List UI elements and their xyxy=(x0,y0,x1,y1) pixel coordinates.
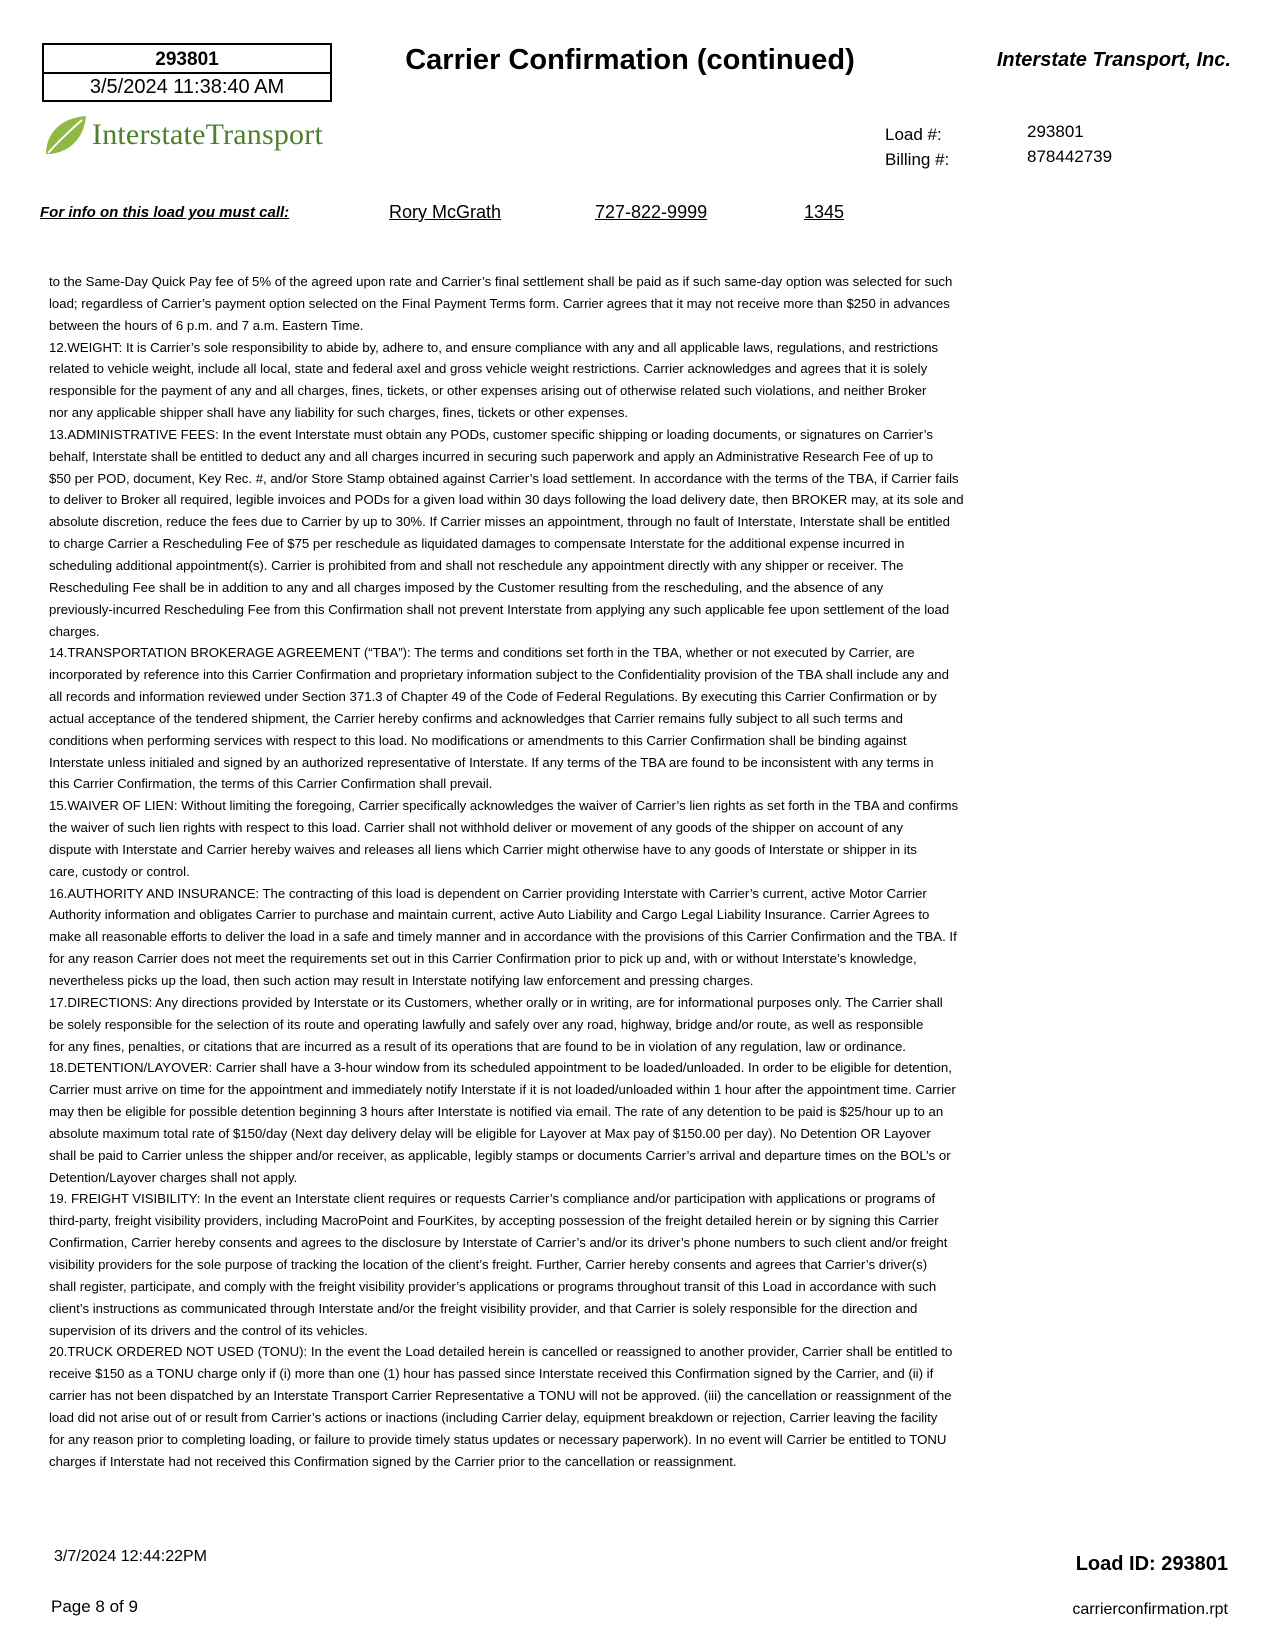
text-line: Authority information and obligates Carrier to purchase and maintain current, active Auto Liability and Cargo Legal Liability Insurance. Carrier Agrees to xyxy=(49,907,930,923)
load-info-values xyxy=(1027,119,1112,169)
text-line: conditions when performing services with respect to this load. No modifications or amendments to this Carrier Confirmation shall be binding against xyxy=(49,732,907,748)
page-title: Carrier Confirmation (continued) xyxy=(405,44,855,76)
text-line: responsible for the payment of any and all charges, fines, tickets, or other expenses arising out of otherwise related such violations, and neither Broker xyxy=(49,383,927,399)
company-logo xyxy=(42,112,372,160)
text-line: shall register, participate, and comply with the freight visibility provider’s applications or programs throughout transit of this Load in accordance with such xyxy=(49,1278,937,1294)
text-line: 18.DETENTION/LAYOVER: Carrier shall have a 3-hour window from its scheduled appointment to be loaded/unloaded. In order to be eligible for detention, xyxy=(49,1060,952,1076)
text-line: for any reason Carrier does not meet the requirements set out in this Carrier Confirmation prior to pick up and, with or without Interstate’s knowledge, xyxy=(49,951,917,967)
report-name: carrierconfirmation.rpt xyxy=(1072,1601,1228,1618)
text-line: for any fines, penalties, or citations that are incurred as a result of its operations that are found to be in violation of any regulation, law or ordinance. xyxy=(49,1038,906,1054)
text-line: care, custody or control. xyxy=(49,863,190,879)
text-line: charges. xyxy=(49,623,100,639)
text-line: related to vehicle weight, include all local, state and federal axel and gross vehicle weight restrictions. Carrier acknowledges and agrees that it is solely xyxy=(49,361,928,377)
terms-paragraph xyxy=(49,883,1099,992)
text-line: charges if Interstate had not received this Confirmation signed by the Carrier prior to the cancellation or reassignment. xyxy=(49,1453,737,1469)
contact-phone[interactable]: 727-822-9999 xyxy=(595,202,708,222)
text-line: 12.WEIGHT: It is Carrier’s sole responsibility to abide by, adhere to, and ensure compliance with any and all applicable laws, regulations, and restrictions xyxy=(49,339,939,355)
terms-body xyxy=(49,271,1099,1472)
text-line: receive $150 as a TONU charge only if (i) more than one (1) hour has passed since Interstate received this Confirmation signed by the Carrier, and (ii) if xyxy=(49,1366,934,1382)
load-id-box xyxy=(42,43,332,102)
text-line: incorporated by reference into this Carrier Confirmation and proprietary information subject to the Confidentiality provision of the TBA shall include any and xyxy=(49,667,949,683)
text-line: for any reason prior to completing loading, or failure to provide timely status updates or necessary paperwork). In no event will Carrier be entitled to TONU xyxy=(49,1431,947,1447)
company-name: Interstate Transport, Inc. xyxy=(996,49,1231,71)
text-line: between the hours of 6 p.m. and 7 a.m. Eastern Time. xyxy=(49,317,364,333)
text-line: absolute discretion, reduce the fees due to Carrier by up to 30%. If Carrier misses an appointment, through no fault of Interstate, Interstate shall be entitled xyxy=(49,514,950,530)
text-line: to deliver to Broker all required, legible invoices and PODs for a given load within 30 days following the load delivery date, then BROKER may, at its sole and xyxy=(49,492,964,508)
text-line: Detention/Layover charges shall not apply. xyxy=(49,1169,298,1185)
text-line: make all reasonable efforts to deliver the load in a safe and timely manner and in accordance with the provisions of this Carrier Confirmation and the TBA. If xyxy=(49,929,957,945)
text-line: dispute with Interstate and Carrier hereby waives and releases all liens which Carrier might otherwise have to any goods of Interstate or shipper in its xyxy=(49,841,917,857)
text-line: Confirmation, Carrier hereby consents and agrees to the disclosure by Interstate of Carrier’s and/or its driver’s phone numbers to such client and/or freight xyxy=(49,1235,948,1251)
load-number-box: 293801 xyxy=(44,45,330,74)
text-line: the waiver of such lien rights with respect to this load. Carrier shall not withhold deliver or movement of any goods of the shipper on account of any xyxy=(49,820,903,836)
load-label: Load #: xyxy=(885,125,942,144)
contact-name[interactable]: Rory McGrath xyxy=(389,202,502,222)
text-line: may then be eligible for possible detention beginning 3 hours after Interstate is notified via email. The rate of any detention to be paid is $25/hour up to an xyxy=(49,1104,944,1120)
logo-text: InterstateTransport xyxy=(92,118,323,151)
text-line: 17.DIRECTIONS: Any directions provided by Interstate or its Customers, whether orally or in writing, are for informational purposes only. The Carrier shall xyxy=(49,994,943,1010)
leaf-icon xyxy=(42,112,90,160)
contact-label: For info on this load you must call: xyxy=(40,204,290,221)
text-line: nevertheless picks up the load, then such action may result in Interstate notifying law enforcement and pressing charges. xyxy=(49,973,754,988)
text-line: to the Same-Day Quick Pay fee of 5% of the agreed upon rate and Carrier’s final settlement shall be paid as if such same-day option was selected for such xyxy=(49,274,953,289)
page-number: Page 8 of 9 xyxy=(51,1597,138,1616)
text-line: be solely responsible for the selection of its route and operating lawfully and safely over any road, highway, bridge and/or route, as well as responsible xyxy=(49,1016,924,1032)
text-line: 20.TRUCK ORDERED NOT USED (TONU): In the event the Load detailed herein is cancelled or reassigned to another provider, Carrier shall be entitled to xyxy=(49,1344,953,1360)
terms-paragraph xyxy=(49,795,1099,882)
text-line: load did not arise out of or result from Carrier’s actions or inactions (including Carrier delay, equipment breakdown or rejection, Carrier leaving the facility xyxy=(49,1409,938,1425)
text-line: Carrier must arrive on time for the appointment and immediately notify Interstate if it is not loaded/unloaded within 1 hour after the appointment time. Carrier xyxy=(49,1082,956,1098)
terms-paragraph xyxy=(49,271,1099,337)
terms-paragraph xyxy=(49,337,1099,424)
text-line: supervision of its drivers and the control of its vehicles. xyxy=(49,1322,368,1338)
text-line: nor any applicable shipper shall have any liability for such charges, fines, tickets or other expenses. xyxy=(49,405,629,421)
terms-paragraph xyxy=(49,642,1099,795)
terms-paragraph xyxy=(49,424,1099,642)
billing-value: 878442739 xyxy=(1027,147,1113,166)
text-line: third-party, freight visibility providers, including MacroPoint and FourKites, by accepting possession of the freight detailed herein or by signing this Carrier xyxy=(49,1213,939,1229)
text-line: this Carrier Confirmation, the terms of this Carrier Confirmation shall prevail. xyxy=(49,776,493,792)
text-line: load; regardless of Carrier’s payment option selected on the Final Payment Terms form. Carrier agrees that it may not receive more than $250 in advances xyxy=(49,295,950,311)
print-datetime: 3/7/2024 12:44:22PM xyxy=(54,1548,208,1565)
terms-paragraph xyxy=(49,992,1099,1058)
billing-label: Billing #: xyxy=(885,150,950,169)
terms-paragraph xyxy=(49,1057,1099,1188)
timestamp-box: 3/5/2024 11:38:40 AM xyxy=(89,76,285,98)
terms-paragraph xyxy=(49,1188,1099,1341)
text-line: 19. FREIGHT VISIBILITY: In the event an Interstate client requires or requests Carrier’s compliance and/or participation with applications or programs of xyxy=(49,1191,936,1207)
footer-load-id: Load ID: 293801 xyxy=(1075,1553,1228,1575)
load-value: 293801 xyxy=(1027,122,1084,141)
text-line: all records and information reviewed under Section 371.3 of Chapter 49 of the Code of Federal Regulations. By executing this Carrier Confirmation or by xyxy=(49,689,937,705)
text-line: 13.ADMINISTRATIVE FEES: In the event Interstate must obtain any PODs, customer specific shipping or loading documents, or signatures on Carrier’s xyxy=(49,426,933,442)
text-line: carrier has not been dispatched by an Interstate Transport Carrier Representative a TONU will not be approved. (iii) the cancellation or reassignment of the xyxy=(49,1388,952,1404)
text-line: to charge Carrier a Rescheduling Fee of $75 per reschedule as liquidated damages to compensate Interstate for the additional expense incurred in xyxy=(49,536,905,552)
text-line: 15.WAIVER OF LIEN: Without limiting the foregoing, Carrier specifically acknowledges the waiver of Carrier’s lien rights as set forth in the TBA and confirms xyxy=(49,798,959,814)
text-line: absolute maximum total rate of $150/day (Next day delivery delay will be eligible for Layover at Max pay of $150.00 per day). No Detention OR Layover xyxy=(49,1125,931,1141)
terms-paragraph xyxy=(49,1341,1099,1472)
text-line: Interstate unless initialed and signed by an authorized representative of Interstate. If any terms of the TBA are found to be inconsistent with any terms in xyxy=(49,754,934,770)
text-line: behalf, Interstate shall be entitled to deduct any and all charges incurred in securing such paperwork and apply an Administrative Research Fee of up to xyxy=(49,448,934,464)
text-line: client’s instructions as communicated through Interstate and/or the freight visibility provider, and that Carrier is solely responsible for the direction and xyxy=(49,1300,918,1316)
text-line: previously-incurred Rescheduling Fee from this Confirmation shall not prevent Interstate from applying any such applicable fee upon settlement of the load xyxy=(49,601,950,617)
text-line: shall be paid to Carrier unless the shipper and/or receiver, as applicable, legibly stamps or documents Carrier’s arrival and departure times on the BOL’s or xyxy=(49,1147,951,1163)
text-line: actual acceptance of the tendered shipment, the Carrier hereby confirms and acknowledges that Carrier remains fully subject to all such terms and xyxy=(49,710,903,726)
contact-extension[interactable]: 1345 xyxy=(804,202,845,222)
text-line: 14.TRANSPORTATION BROKERAGE AGREEMENT (“TBA”): The terms and conditions set forth in the TBA, whether or not executed by Carrier, are xyxy=(49,645,915,661)
text-line: visibility providers for the sole purpose of tracking the location of the client’s freight. Further, Carrier hereby consents and agrees that Carrier’s driver(s) xyxy=(49,1256,928,1272)
text-line: Rescheduling Fee shall be in addition to any and all charges imposed by the Customer resulting from the rescheduling, and the absence of any xyxy=(49,579,884,595)
text-line: $50 per POD, document, Key Rec. #, and/or Store Stamp obtained against Carrier’s load settlement. In accordance with the terms of the TBA, if Carrier fails xyxy=(49,470,959,486)
text-line: 16.AUTHORITY AND INSURANCE: The contracting of this load is dependent on Carrier providing Interstate with Carrier’s current, active Motor Carrier xyxy=(49,885,927,901)
text-line: scheduling additional appointment(s). Carrier is prohibited from and shall not reschedule any appointment directly with any shipper or receiver. The xyxy=(49,557,904,573)
load-info-labels xyxy=(885,122,949,172)
